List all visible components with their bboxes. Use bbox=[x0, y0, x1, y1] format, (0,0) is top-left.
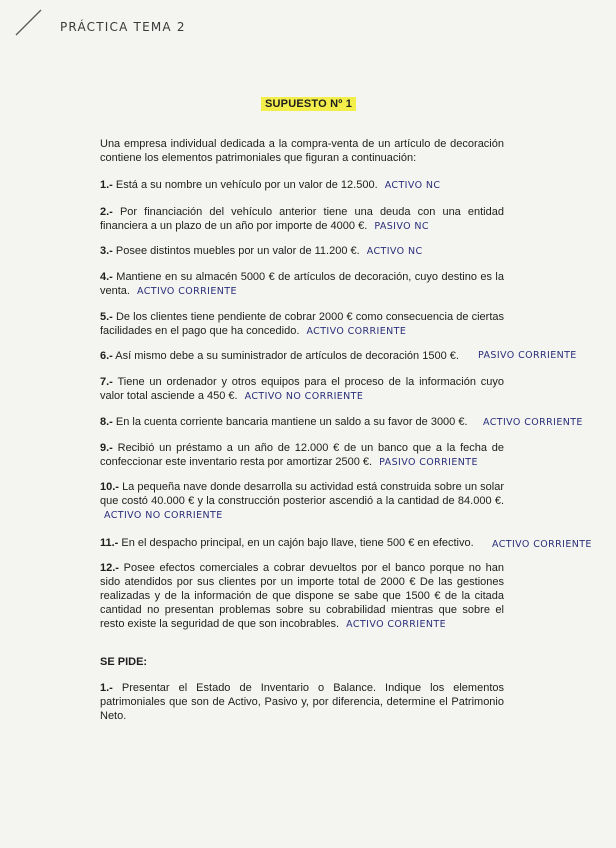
handwritten-classification: ACTIVO NC bbox=[366, 246, 423, 257]
item-number: 4.- bbox=[100, 271, 113, 283]
task-number: 1.- bbox=[100, 682, 113, 694]
item-text: Posee efectos comerciales a cobrar devueltos por el banco porque no han sido atendidos por sus clientes por un importe total de 2000 € De las gestiones realizadas y de la información de que dispone se sabe que 1500 € de la citada cantidad no presentan problemas sobre su cobrabilidad mientras que sobre el resto existe la seguridad de que son incobrables. bbox=[100, 562, 504, 630]
item-text: Así mismo debe a su suministrador de artículos de decoración 1500 €. bbox=[115, 350, 459, 362]
item-8 bbox=[100, 415, 504, 429]
item-text: De los clientes tiene pendiente de cobrar 2000 € como consecuencia de ciertas facilidades en el pago que ha concedido. bbox=[100, 311, 504, 337]
item-text: La pequeña nave donde desarrolla su actividad está construida sobre un solar que costó 40.000 € y la construcción posterior ascendió a la cantidad de 84.000 €. bbox=[100, 481, 504, 507]
handwritten-classification: ACTIVO CORRIENTE bbox=[483, 417, 583, 428]
item-6 bbox=[100, 349, 504, 363]
item-12 bbox=[100, 561, 504, 632]
item-3 bbox=[100, 244, 504, 259]
item-1 bbox=[100, 178, 504, 193]
task-text: Presentar el Estado de Inventario o Balance. Indique los elementos patrimoniales que son de Activo, Pasivo y, por diferencia, determine el Patrimonio Neto. bbox=[100, 682, 504, 722]
handwritten-classification: PASIVO CORRIENTE bbox=[379, 457, 478, 468]
item-10 bbox=[100, 480, 504, 523]
item-text: Tiene un ordenador y otros equipos para el proceso de la información cuyo valor total asciende a 450 €. bbox=[100, 376, 504, 402]
task-1 bbox=[100, 681, 504, 723]
item-text: Posee distintos muebles por un valor de 11.200 €. bbox=[115, 245, 360, 257]
item-5 bbox=[100, 310, 504, 339]
item-number: 10.- bbox=[100, 481, 119, 493]
item-text: Recibió un préstamo a un año de 12.000 € de un banco que a la fecha de confeccionar este inventario resta por amortizar 2500 €. bbox=[100, 442, 505, 468]
handwritten-classification: ACTIVO CORRIENTE bbox=[137, 286, 237, 297]
item-11 bbox=[100, 536, 504, 550]
se-pide-heading: SE PIDE: bbox=[100, 656, 148, 668]
item-text: En el despacho principal, en un cajón bajo llave, tiene 500 € en efectivo. bbox=[121, 537, 474, 549]
item-number: 5.- bbox=[100, 311, 113, 323]
item-text: Por financiación del vehículo anterior tiene una deuda con una entidad financiera a un plazo de un año por importe de 4000 €. bbox=[100, 206, 504, 232]
item-number: 2.- bbox=[100, 206, 113, 218]
handwritten-classification: ACTIVO CORRIENTE bbox=[346, 619, 446, 630]
item-number: 12.- bbox=[100, 562, 119, 574]
item-number: 11.- bbox=[100, 537, 119, 549]
handwritten-classification: ACTIVO CORRIENTE bbox=[306, 326, 407, 337]
item-7 bbox=[100, 375, 504, 404]
item-number: 7.- bbox=[100, 376, 113, 388]
pencil-stroke-mark bbox=[14, 7, 44, 37]
item-4 bbox=[100, 270, 504, 299]
handwritten-classification: PASIVO CORRIENTE bbox=[478, 350, 577, 361]
item-text: Mantiene en su almacén 5000 € de artículos de decoración, cuyo destino es la venta. bbox=[100, 271, 504, 297]
item-text: Está a su nombre un vehículo por un valor de 12.500. bbox=[115, 179, 378, 191]
exercise-title: SUPUESTO Nº 1 bbox=[261, 97, 356, 111]
item-2 bbox=[100, 205, 504, 234]
item-number: 8.- bbox=[100, 416, 113, 428]
handwritten-classification: PASIVO NC bbox=[374, 221, 429, 232]
intro-paragraph: Una empresa individual dedicada a la compra-venta de un artículo de decoración contiene los elementos patrimoniales que figuran a continuación: bbox=[100, 138, 504, 164]
item-9 bbox=[100, 441, 504, 470]
item-text: En la cuenta corriente bancaria mantiene un saldo a su favor de 3000 €. bbox=[115, 416, 468, 428]
item-number: 9.- bbox=[100, 442, 113, 454]
handwritten-classification: ACTIVO NO CORRIENTE bbox=[244, 391, 364, 402]
item-number: 1.- bbox=[100, 179, 113, 191]
handwritten-classification: ACTIVO NC bbox=[384, 180, 441, 191]
handwritten-classification: ACTIVO CORRIENTE bbox=[492, 539, 592, 550]
item-number: 3.- bbox=[100, 245, 113, 257]
header-note: PRÁCTICA TEMA 2 bbox=[60, 20, 186, 34]
handwritten-classification: ACTIVO NO CORRIENTE bbox=[104, 510, 223, 521]
item-number: 6.- bbox=[100, 350, 113, 362]
